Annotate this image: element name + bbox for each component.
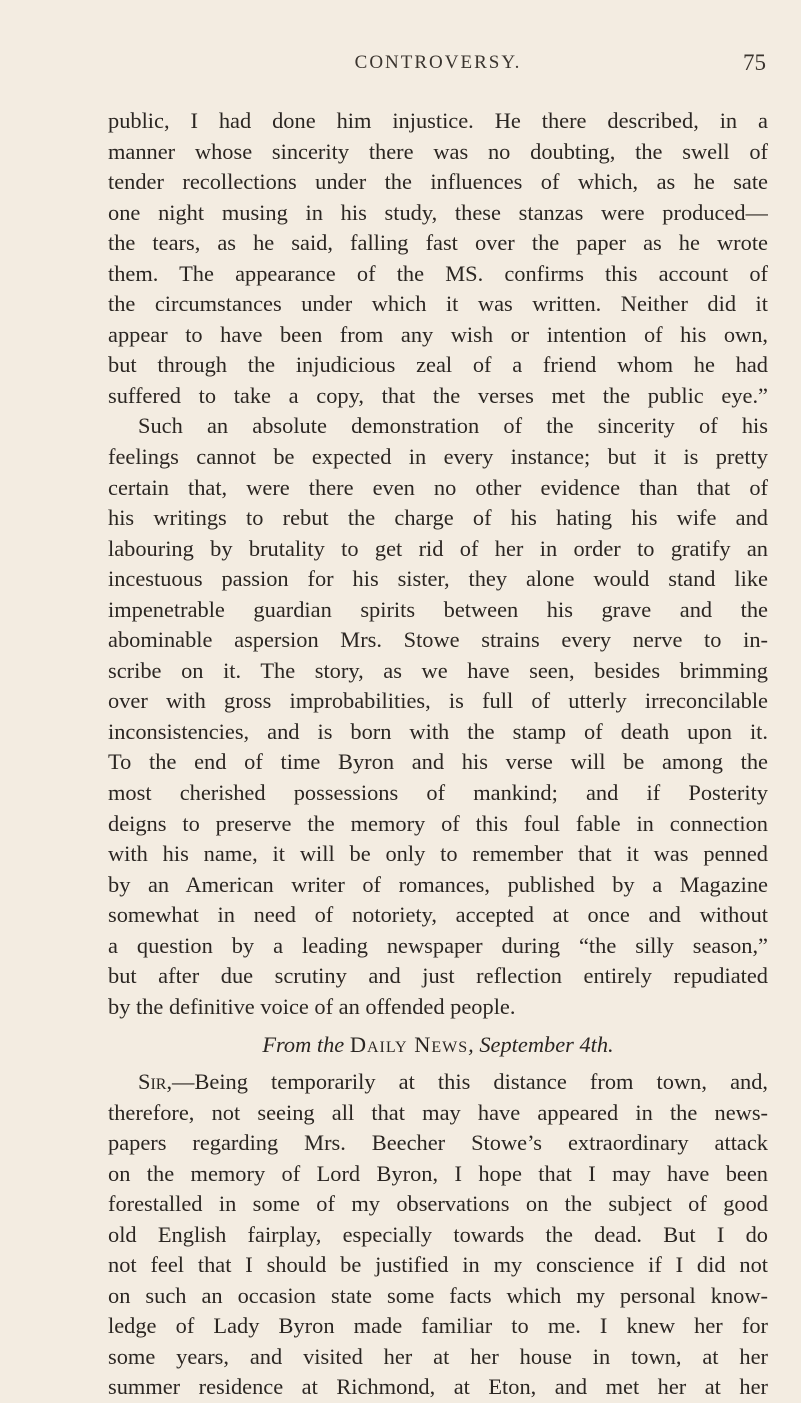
text-line: certain that, were there even no other evidence than that of <box>108 474 768 500</box>
letter-line: summer residence at Richmond, at Eton, and met her at her <box>108 1374 768 1400</box>
heading-suffix: , September 4th. <box>468 1032 614 1058</box>
text-line: manner whose sincerity there was no doubting, the swell of <box>108 138 768 164</box>
text-line: To the end of time Byron and his verse will be among the <box>108 749 768 775</box>
letter-first-line-text: ,—Being temporarily at this distance from town, and, <box>166 1068 768 1094</box>
text-line: by the definitive voice of an offended people. <box>108 993 516 1019</box>
text-line: suffered to take a copy, that the verses met the public eye.” <box>108 382 768 408</box>
section-heading <box>108 1030 768 1061</box>
text-line: appear to have been from any wish or intention of his own, <box>108 321 768 347</box>
text-line: somewhat in need of notoriety, accepted at once and without <box>108 902 768 928</box>
text-line: abominable aspersion Mrs. Stowe strains every nerve to in- <box>108 627 768 653</box>
text-line: but after due scrutiny and just reflection entirely repudiated <box>108 963 768 989</box>
text-line: impenetrable guardian spirits between his grave and the <box>108 596 768 622</box>
text-line: one night musing in his study, these stanzas were produced— <box>108 199 768 225</box>
text-line: inconsistencies, and is born with the stamp of death upon it. <box>108 718 768 744</box>
letter-salutation: Sir <box>138 1068 167 1094</box>
body-text <box>108 106 768 1403</box>
text-line: feelings cannot be expected in every instance; but it is pretty <box>108 444 768 470</box>
text-line: but through the injudicious zeal of a friend whom he had <box>108 352 768 378</box>
text-line: them. The appearance of the MS. confirms this account of <box>108 260 768 286</box>
text-line: incestuous passion for his sister, they alone would stand like <box>108 566 768 592</box>
letter-first-line <box>108 1067 768 1098</box>
text-line: Such an absolute demonstration of the sincerity of his <box>138 413 768 439</box>
text-line: with his name, it will be only to remember that it was penned <box>108 841 768 867</box>
heading-prefix: From the <box>262 1032 350 1058</box>
letter-line: therefore, not seeing all that may have appeared in the news- <box>108 1099 768 1125</box>
running-title: CONTROVERSY. <box>354 52 522 73</box>
running-head <box>108 52 768 82</box>
letter-line: some years, and visited her at her house in town, at her <box>108 1343 768 1369</box>
text-line: deigns to preserve the memory of this foul fable in connection <box>108 810 768 836</box>
letter-line: on such an occasion state some facts which my personal know- <box>108 1282 768 1308</box>
text-line: a question by a leading newspaper during “the silly season,” <box>108 932 768 958</box>
heading-source: Daily News <box>349 1032 469 1058</box>
text-line: public, I had done him injustice. He there described, in a <box>108 108 768 133</box>
letter-line: forestalled in some of my observations on the subject of good <box>108 1191 768 1217</box>
page-number: 75 <box>743 50 766 75</box>
text-line: the tears, as he said, falling fast over the paper as he wrote <box>108 230 768 256</box>
text-line: the circumstances under which it was written. Neither did it <box>108 291 768 317</box>
text-line: his writings to rebut the charge of his hating his wife and <box>108 505 768 531</box>
letter-line: old English fairplay, especially towards the dead. But I do <box>108 1221 768 1247</box>
text-line: over with gross improbabilities, is full of utterly irreconcilable <box>108 688 768 714</box>
text-line: most cherished possessions of mankind; and if Posterity <box>108 780 768 806</box>
letter-line: ledge of Lady Byron made familiar to me. I knew her for <box>108 1313 768 1339</box>
letter-line: papers regarding Mrs. Beecher Stowe’s extraordinary attack <box>108 1130 768 1156</box>
text-line: labouring by brutality to get rid of her in order to gratify an <box>108 535 768 561</box>
letter-line: on the memory of Lord Byron, I hope that I may have been <box>108 1160 768 1186</box>
text-line: tender recollections under the influences of which, as he sate <box>108 169 768 195</box>
text-line: by an American writer of romances, published by a Magazine <box>108 871 768 897</box>
letter-line: not feel that I should be justified in my conscience if I did not <box>108 1252 768 1278</box>
text-line: scribe on it. The story, as we have seen, besides brimming <box>108 657 768 683</box>
